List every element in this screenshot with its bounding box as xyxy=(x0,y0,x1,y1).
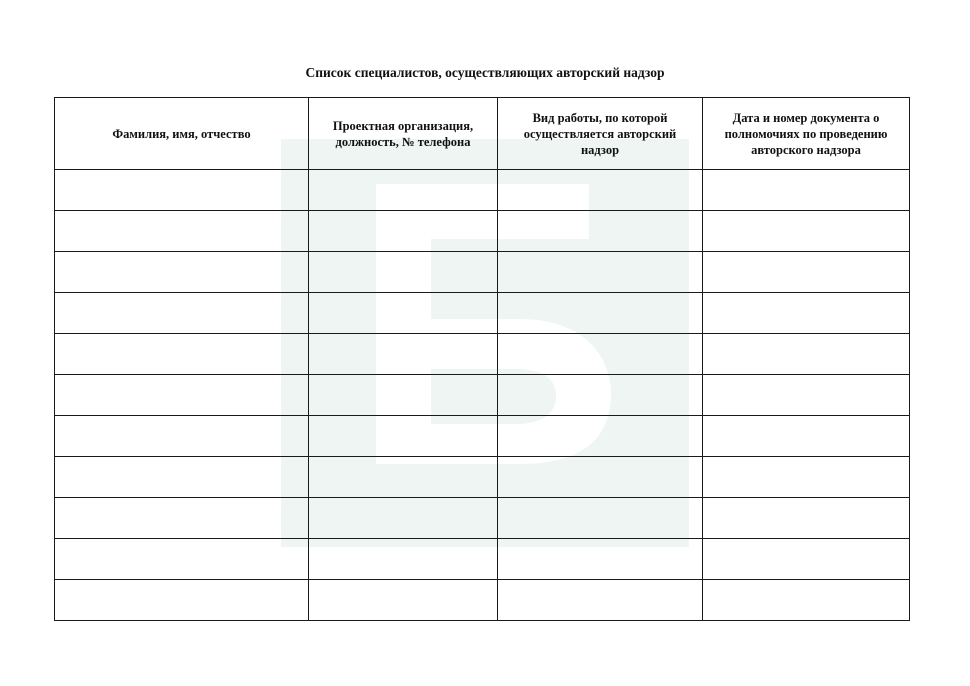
table-cell[interactable] xyxy=(703,375,910,416)
table-row xyxy=(55,498,910,539)
table-cell[interactable] xyxy=(498,252,703,293)
table-cell[interactable] xyxy=(498,334,703,375)
table-cell[interactable] xyxy=(498,211,703,252)
table-cell[interactable] xyxy=(309,498,498,539)
table-cell[interactable] xyxy=(498,170,703,211)
table-cell[interactable] xyxy=(309,170,498,211)
table-row xyxy=(55,539,910,580)
header-organization: Проектная организация, должность, № телефона xyxy=(309,98,498,170)
table-cell[interactable] xyxy=(55,498,309,539)
table-cell[interactable] xyxy=(703,293,910,334)
table-row xyxy=(55,457,910,498)
table-cell[interactable] xyxy=(309,293,498,334)
table-cell[interactable] xyxy=(703,457,910,498)
table-cell[interactable] xyxy=(55,457,309,498)
header-full-name: Фамилия, имя, отчество xyxy=(55,98,309,170)
table-row xyxy=(55,252,910,293)
table-row xyxy=(55,375,910,416)
table-cell[interactable] xyxy=(703,252,910,293)
table-cell[interactable] xyxy=(498,375,703,416)
table-cell[interactable] xyxy=(309,334,498,375)
table-cell[interactable] xyxy=(703,170,910,211)
table-cell[interactable] xyxy=(55,539,309,580)
table-header-row xyxy=(55,98,910,170)
table-row xyxy=(55,416,910,457)
table-row xyxy=(55,580,910,621)
table-cell[interactable] xyxy=(55,211,309,252)
table-cell[interactable] xyxy=(309,211,498,252)
table-cell[interactable] xyxy=(703,498,910,539)
table-row xyxy=(55,293,910,334)
table-cell[interactable] xyxy=(498,498,703,539)
table-row xyxy=(55,211,910,252)
table-cell[interactable] xyxy=(498,539,703,580)
table-cell[interactable] xyxy=(55,580,309,621)
table-cell[interactable] xyxy=(55,375,309,416)
table-cell[interactable] xyxy=(498,293,703,334)
table-cell[interactable] xyxy=(309,580,498,621)
table-cell[interactable] xyxy=(309,375,498,416)
table-cell[interactable] xyxy=(498,416,703,457)
table-body xyxy=(55,170,910,621)
table-cell[interactable] xyxy=(703,539,910,580)
table-cell[interactable] xyxy=(703,334,910,375)
header-authority-document: Дата и номер документа о полномочиях по проведению авторского надзора xyxy=(703,98,910,170)
specialists-table xyxy=(54,97,910,621)
table-cell[interactable] xyxy=(498,457,703,498)
table-cell[interactable] xyxy=(309,416,498,457)
table-cell[interactable] xyxy=(55,252,309,293)
table-cell[interactable] xyxy=(703,580,910,621)
table-cell[interactable] xyxy=(55,293,309,334)
table-cell[interactable] xyxy=(703,416,910,457)
table-cell[interactable] xyxy=(309,539,498,580)
table-row xyxy=(55,170,910,211)
header-work-type: Вид работы, по которой осуществляется авторский надзор xyxy=(498,98,703,170)
table-cell[interactable] xyxy=(309,457,498,498)
table-cell[interactable] xyxy=(55,170,309,211)
table-cell[interactable] xyxy=(309,252,498,293)
table-row xyxy=(55,334,910,375)
table-cell[interactable] xyxy=(703,211,910,252)
table-cell[interactable] xyxy=(55,334,309,375)
table-cell[interactable] xyxy=(55,416,309,457)
document-title: Список специалистов, осуществляющих авторский надзор xyxy=(305,65,665,80)
table-cell[interactable] xyxy=(498,580,703,621)
